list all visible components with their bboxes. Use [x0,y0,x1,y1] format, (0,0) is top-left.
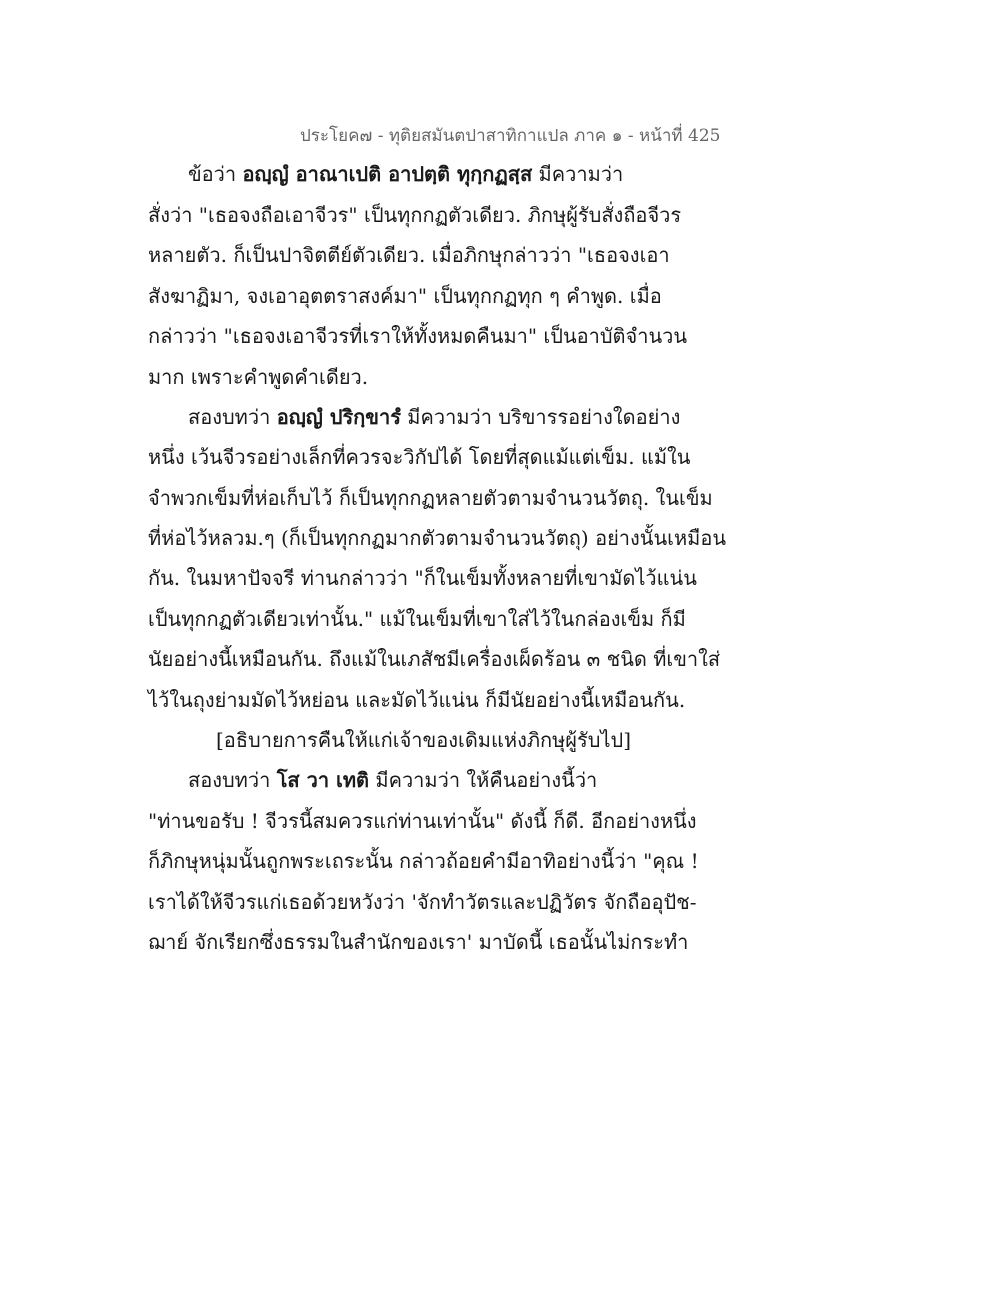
text-run: มีความว่า ให้คืนอย่างนี้ว่า [369,768,598,792]
pali-term: โส วา เทติ [276,768,370,792]
text-line-19: ฌาย์ จักเรียกซึ่งธรรมในสำนักของเรา' มาบัดนี้ เธอนั้นไม่กระทำ [148,930,689,954]
pali-term: อญฺญํ อาณาเปติ อาปตฺติ ทุกฺกฏสฺส [242,162,533,186]
text-line-18: เราได้ให้จีวรแก่เธอด้วยหวังว่า 'จักทำวัตรและปฏิวัตร จักถืออุปัช- [148,890,697,914]
pali-term: อญฺญํ ปริกฺขารํ [276,405,401,429]
text-line-14: ไว้ในถุงย่ามมัดไว้หย่อน และมัดไว้แน่น ก็มีนัยอย่างนี้เหมือนกัน. [148,688,686,712]
running-header: ประโยค๗ - ทุติยสมันตปาสาทิกาแปล ภาค ๑ - หน้าที่ 425 [300,126,721,146]
text-line-3: หลายตัว. ก็เป็นปาจิตตีย์ตัวเดียว. เมื่อภิกษุกล่าวว่า "เธอจงเอา [148,243,670,267]
section-subheading: [อธิบายการคืนให้แก่เจ้าของเดิมแห่งภิกษุผู้รับไป] [216,728,632,752]
text-line-8: หนึ่ง เว้นจีวรอย่างเล็กที่ควรจะวิกัปได้ โดยที่สุดแม้แต่เข็ม. แม้ใน [148,445,691,469]
text-line-2: สั่งว่า "เธอจงถือเอาจีวร" เป็นทุกกฏตัวเดียว. ภิกษุผู้รับสั่งถือจีวร [148,203,682,227]
text-run: มีความว่า [532,162,624,186]
text-line-4: สังฆาฏิมา, จงเอาอุตตราสงค์มา" เป็นทุกกฏทุก ๆ คำพูด. เมื่อ [148,284,662,308]
text-line-16: "ท่านขอรับ ! จีวรนี้สมควรแก่ท่านเท่านั้น" ดังนี้ ก็ดี. อีกอย่างหนึ่ง [148,809,697,833]
text-run: ข้อว่า [188,162,243,186]
text-run: มีความว่า บริขารรอย่างใดอย่าง [400,405,681,429]
text-line-15 [188,767,597,793]
text-line-12: เป็นทุกกฏตัวเดียวเท่านั้น." แม้ในเข็มที่เขาใส่ไว้ในกล่องเข็ม ก็มี [148,607,686,631]
text-run: สองบทว่า [188,768,277,792]
text-line-9: จำพวกเข็มที่ห่อเก็บไว้ ก็เป็นทุกกฏหลายตัวตามจำนวนวัตถุ. ในเข็ม [148,486,713,510]
text-line-1 [188,161,623,187]
text-line-13: นัยอย่างนี้เหมือนกัน. ถึงแม้ในเภสัชมีเครื่องเผ็ดร้อน ๓ ชนิด ที่เขาใส่ [148,647,721,671]
text-line-10: ที่ห่อไว้หลวม.ๆ (ก็เป็นทุกกฏมากตัวตามจำนวนวัตถุ) อย่างนั้นเหมือน [148,526,727,550]
text-line-7 [188,404,680,430]
text-run: สองบทว่า [188,405,277,429]
text-line-17: ก็ภิกษุหนุ่มนั้นถูกพระเถระนั้น กล่าวถ้อยคำมีอาทิอย่างนี้ว่า "คุณ ! [148,849,699,873]
text-line-11: กัน. ในมหาปัจจรี ท่านกล่าวว่า "ก็ในเข็มทั้งหลายที่เขามัดไว้แน่น [148,566,697,590]
text-line-6: มาก เพราะคำพูดคำเดียว. [148,365,369,389]
text-line-5: กล่าวว่า "เธอจงเอาจีวรที่เราให้ทั้งหมดคืนมา" เป็นอาบัติจำนวน [148,324,688,348]
